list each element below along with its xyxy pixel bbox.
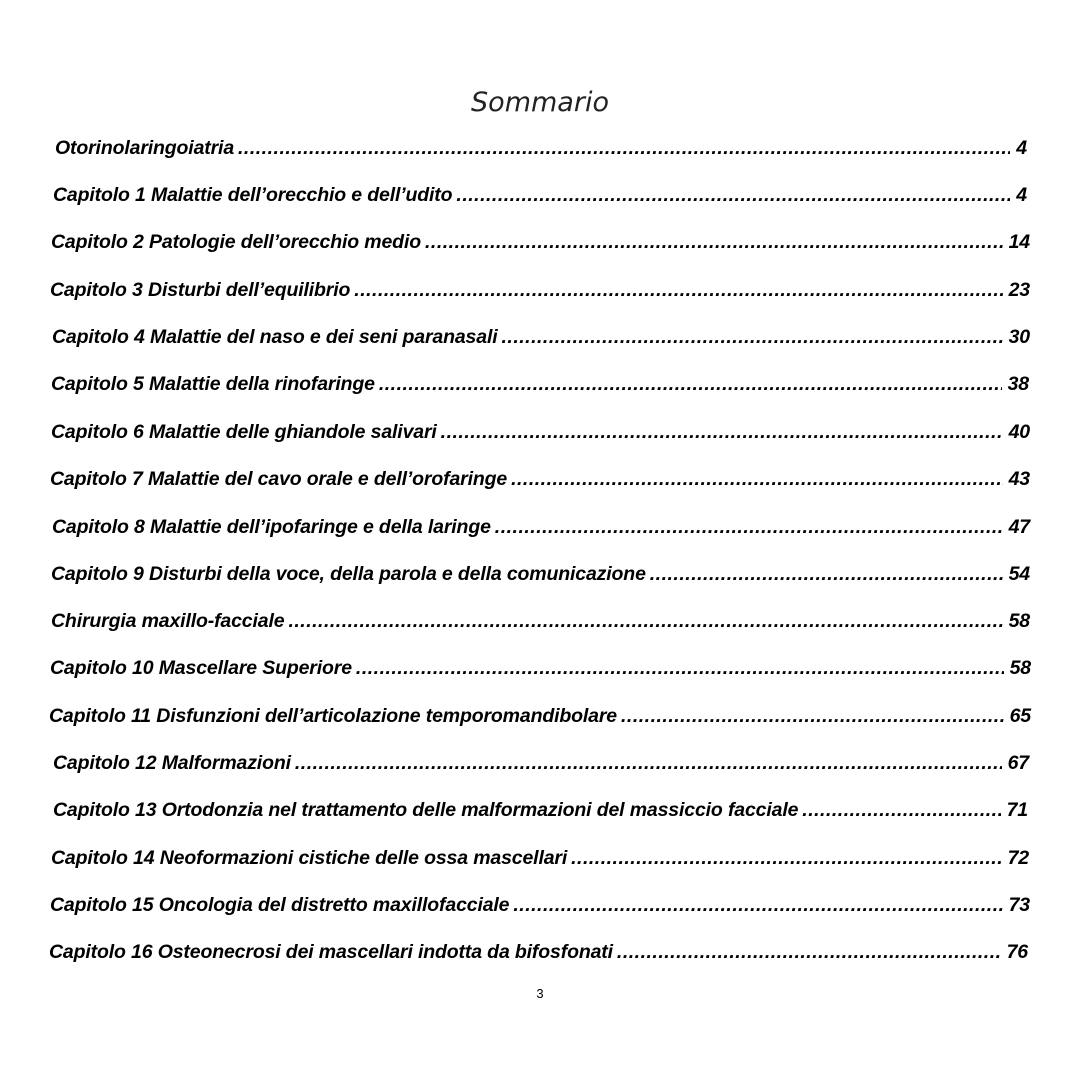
dot-leader xyxy=(617,939,1001,965)
toc-entry-title: Capitolo 4 Malattie del naso e dei seni paranasali xyxy=(52,326,498,348)
toc-entry-title: Capitolo 3 Disturbi dell’equilibrio xyxy=(50,279,351,301)
toc-entry[interactable] xyxy=(51,561,1030,587)
toc-entry-title: Capitolo 15 Oncologia del distretto maxillofacciale xyxy=(50,894,510,916)
toc-entry-page: 38 xyxy=(1007,373,1029,395)
toc-entry-title: Capitolo 12 Malformazioni xyxy=(53,752,291,774)
toc-entry[interactable] xyxy=(51,371,1029,397)
toc-entry-title: Capitolo 14 Neoformazioni cistiche delle ossa mascellari xyxy=(51,847,568,869)
dot-leader xyxy=(354,277,1002,303)
toc-entry-page: 76 xyxy=(1006,941,1028,963)
toc-entry-title: Capitolo 6 Malattie delle ghiandole salivari xyxy=(51,421,437,443)
toc-entry-page: 54 xyxy=(1008,563,1030,585)
toc-entry-page: 14 xyxy=(1008,231,1030,253)
toc-entry[interactable] xyxy=(50,655,1031,681)
toc-entry-page: 4 xyxy=(1016,184,1027,206)
dot-leader xyxy=(356,655,1004,681)
toc-entry-title: Capitolo 9 Disturbi della voce, della parola e della comunicazione xyxy=(51,563,646,585)
toc-entry[interactable] xyxy=(53,797,1028,823)
page-number: 3 xyxy=(536,986,544,1001)
toc-entry[interactable] xyxy=(50,892,1030,918)
toc-entry-title: Otorinolaringoiatria xyxy=(55,137,235,159)
toc-entry[interactable] xyxy=(52,514,1030,540)
toc-entry[interactable] xyxy=(51,845,1029,871)
dot-leader xyxy=(288,608,1002,634)
toc-entry-page: 47 xyxy=(1008,516,1030,538)
toc-entry-page: 58 xyxy=(1009,657,1031,679)
toc-entry[interactable] xyxy=(50,277,1030,303)
toc-entry-page: 71 xyxy=(1006,799,1028,821)
toc-entry-page: 30 xyxy=(1008,326,1030,348)
toc-entry[interactable] xyxy=(53,182,1027,208)
toc-entry-page: 40 xyxy=(1008,421,1030,443)
toc-entry[interactable] xyxy=(52,324,1030,350)
toc-entry[interactable] xyxy=(51,229,1030,255)
toc-entry[interactable] xyxy=(50,466,1030,492)
toc-entry-title: Capitolo 7 Malattie del cavo orale e dell’orofaringe xyxy=(50,468,508,490)
toc-entry-title: Capitolo 1 Malattie dell’orecchio e dell’udito xyxy=(53,184,453,206)
dot-leader xyxy=(425,229,1003,255)
dot-leader xyxy=(501,324,1002,350)
toc-entry-page: 73 xyxy=(1008,894,1030,916)
toc-entry-title: Capitolo 13 Ortodonzia nel trattamento delle malformazioni del massiccio facciale xyxy=(53,799,799,821)
toc-entry-title: Capitolo 11 Disfunzioni dell’articolazione temporomandibolare xyxy=(49,705,617,727)
toc-entry-title: Capitolo 16 Osteonecrosi dei mascellari indotta da bifosfonati xyxy=(49,941,613,963)
toc-entry[interactable] xyxy=(49,939,1028,965)
dot-leader xyxy=(495,514,1003,540)
toc-entry-page: 23 xyxy=(1008,279,1030,301)
dot-leader xyxy=(295,750,1002,776)
toc-entry-page: 4 xyxy=(1016,137,1027,159)
dot-leader xyxy=(571,845,1001,871)
dot-leader xyxy=(621,703,1004,729)
dot-leader xyxy=(513,892,1002,918)
dot-leader xyxy=(441,419,1003,445)
toc-entry-page: 65 xyxy=(1009,705,1031,727)
dot-leader xyxy=(456,182,1010,208)
dot-leader xyxy=(238,135,1010,161)
toc-entry-title: Capitolo 2 Patologie dell’orecchio medio xyxy=(51,231,421,253)
toc-entry-page: 43 xyxy=(1008,468,1030,490)
toc-entry[interactable] xyxy=(53,750,1029,776)
page-title: Sommario xyxy=(471,87,609,118)
toc-entry-page: 58 xyxy=(1008,610,1030,632)
toc-entry[interactable] xyxy=(51,608,1030,634)
toc-entry[interactable] xyxy=(51,419,1030,445)
toc-entry-page: 72 xyxy=(1007,847,1029,869)
dot-leader xyxy=(511,466,1003,492)
toc-entry-title: Capitolo 8 Malattie dell’ipofaringe e della laringe xyxy=(52,516,491,538)
toc-entry-title: Chirurgia maxillo-facciale xyxy=(51,610,285,632)
dot-leader xyxy=(802,797,1000,823)
dot-leader xyxy=(379,371,1002,397)
toc-entry[interactable] xyxy=(49,703,1031,729)
toc-entry-title: Capitolo 10 Mascellare Superiore xyxy=(50,657,352,679)
dot-leader xyxy=(650,561,1003,587)
toc-entry[interactable] xyxy=(55,135,1027,161)
toc-entry-title: Capitolo 5 Malattie della rinofaringe xyxy=(51,373,375,395)
toc-entry-page: 67 xyxy=(1007,752,1029,774)
